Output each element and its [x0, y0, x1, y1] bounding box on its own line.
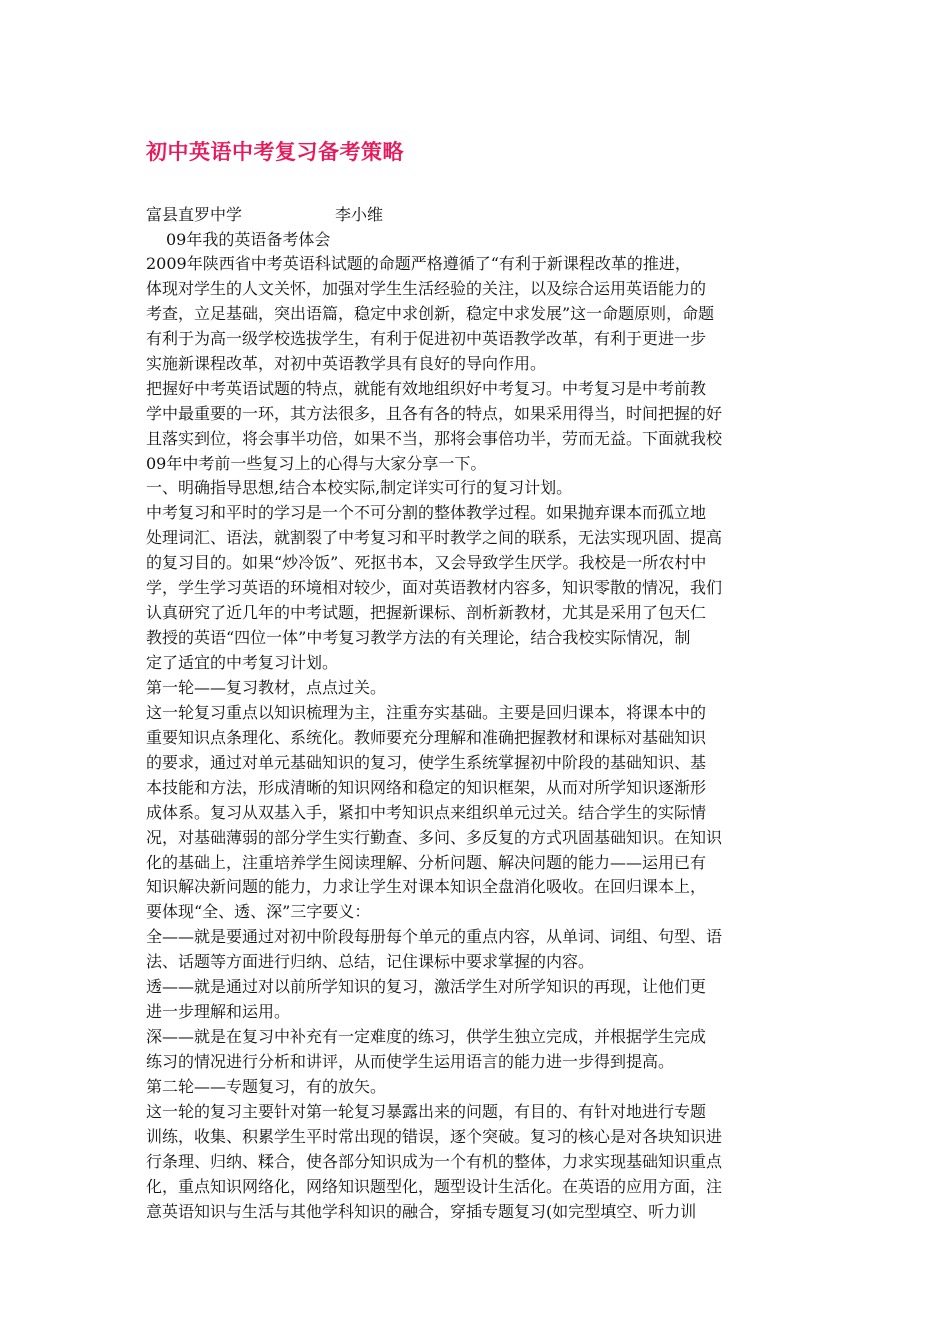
text-line: 处理词汇、语法，就割裂了中考复习和平时教学之间的联系，无法实现巩固、提高	[146, 528, 723, 548]
text-line: 化，重点知识网络化，网络知识题型化，题型设计生活化。在英语的应用方面，注	[146, 1176, 723, 1196]
text-line: 况，对基础薄弱的部分学生实行勤查、多问、多反复的方式巩固基础知识。在知识	[146, 827, 723, 847]
text-line: 学中最重要的一环，其方法很多，且各有各的特点，如果采用得当，时间把握的好	[146, 403, 723, 423]
text-line: 定了适宜的中考复习计划。	[146, 653, 339, 672]
text-line: 这一轮的复习主要针对第一轮复习暴露出来的问题，有目的、有针对地进行专题	[146, 1101, 707, 1121]
text-line: 要体现“全、透、深”三字要义：	[146, 902, 371, 922]
section-heading: 第二轮——专题复习，有的放矢。	[146, 1076, 387, 1096]
document-subtitle: 09年我的英语备考体会	[166, 230, 331, 249]
text-line: 2009年陕西省中考英语科试题的命题严格遵循了“有利于新课程改革的推进，	[146, 254, 691, 273]
text-line: 行条理、归纳、糅合，使各部分知识成为一个有机的整体，力求实现基础知识重点	[146, 1151, 723, 1171]
text-line: 有利于为高一级学校选拔学生，有利于促进初中英语教学改革，有利于更进一步	[146, 328, 707, 348]
text-line: 知识解决新问题的能力，力求让学生对课本知识全盘消化吸收。在回归课本上，	[146, 877, 707, 897]
text-line: 成体系。复习从双基入手，紧扣中考知识点来组织单元过关。结合学生的实际情	[146, 802, 707, 822]
text-line: 认真研究了近几年的中考试题，把握新课标、剖析新教材，尤其是采用了包天仁	[146, 603, 707, 623]
text-line: 的要求，通过对单元基础知识的复习，使学生系统掌握初中阶段的基础知识、基	[146, 752, 707, 772]
text-line: 深——就是在复习中补充有一定难度的练习，供学生独立完成，并根据学生完成	[146, 1027, 707, 1047]
text-line: 学，学生学习英语的环境相对较少，面对英语教材内容多，知识零散的情况，我们	[146, 578, 723, 598]
text-line: 透——就是通过对以前所学知识的复习，激活学生对所学知识的再现，让他们更	[146, 977, 707, 997]
text-line: 中考复习和平时的学习是一个不可分割的整体教学过程。如果抛弃课本而孤立地	[146, 503, 707, 523]
text-line: 考查，立足基础，突出语篇，稳定中求创新，稳定中求发展”这一命题原则，命题	[146, 303, 715, 323]
section-heading: 一、明确指导思想,结合本校实际,制定详实可行的复习计划。	[146, 478, 573, 498]
text-line: 实施新课程改革，对初中英语教学具有良好的导向作用。	[146, 353, 547, 373]
text-line: 这一轮复习重点以知识梳理为主，注重夯实基础。主要是回归课本，将课本中的	[146, 702, 707, 722]
text-line: 教授的英语“四位一体”中考复习教学方法的有关理论，结合我校实际情况，制	[146, 628, 691, 648]
text-line: 把握好中考英语试题的特点，就能有效地组织好中考复习。中考复习是中考前教	[146, 378, 707, 398]
text-line: 且落实到位，将会事半功倍，如果不当，那将会事倍功半，劳而无益。下面就我校	[146, 428, 723, 448]
document-title: 初中英语中考复习备考策略	[146, 140, 404, 164]
text-line: 重要知识点条理化、系统化。教师要充分理解和准确把握教材和课标对基础知识	[146, 727, 707, 747]
text-line: 09年中考前一些复习上的心得与大家分享一下。	[146, 453, 487, 473]
text-line: 全——就是要通过对初中阶段每册每个单元的重点内容，从单词、词组、句型、语	[146, 927, 723, 947]
text-line: 化的基础上，注重培养学生阅读理解、分析问题、解决问题的能力——运用已有	[146, 852, 707, 872]
text-line: 的复习目的。如果“炒冷饭”、死抠书本，又会导致学生厌学。我校是一所农村中	[146, 553, 707, 573]
text-line: 本技能和方法，形成清晰的知识网络和稳定的知识框架，从而对所学知识逐渐形	[146, 777, 707, 797]
text-line: 意英语知识与生活与其他学科知识的融合，穿插专题复习(如完型填空、听力训	[146, 1201, 697, 1221]
text-line: 进一步理解和运用。	[146, 1002, 291, 1022]
text-line: 体现对学生的人文关怀，加强对学生生活经验的关注，以及综合运用英语能力的	[146, 278, 707, 298]
text-line: 练习的情况进行分析和讲评，从而使学生运用语言的能力进一步得到提高。	[146, 1052, 675, 1071]
text-line: 法、话题等方面进行归纳、总结，记住课标中要求掌握的内容。	[146, 952, 595, 972]
author-name: 李小维	[335, 205, 384, 224]
byline	[146, 202, 384, 227]
body-text	[146, 252, 810, 1225]
section-heading: 第一轮——复习教材，点点过关。	[146, 677, 387, 697]
school-name: 富县直罗中学	[146, 205, 243, 224]
text-line: 训练，收集、积累学生平时常出现的错误，逐个突破。复习的核心是对各块知识进	[146, 1126, 723, 1146]
